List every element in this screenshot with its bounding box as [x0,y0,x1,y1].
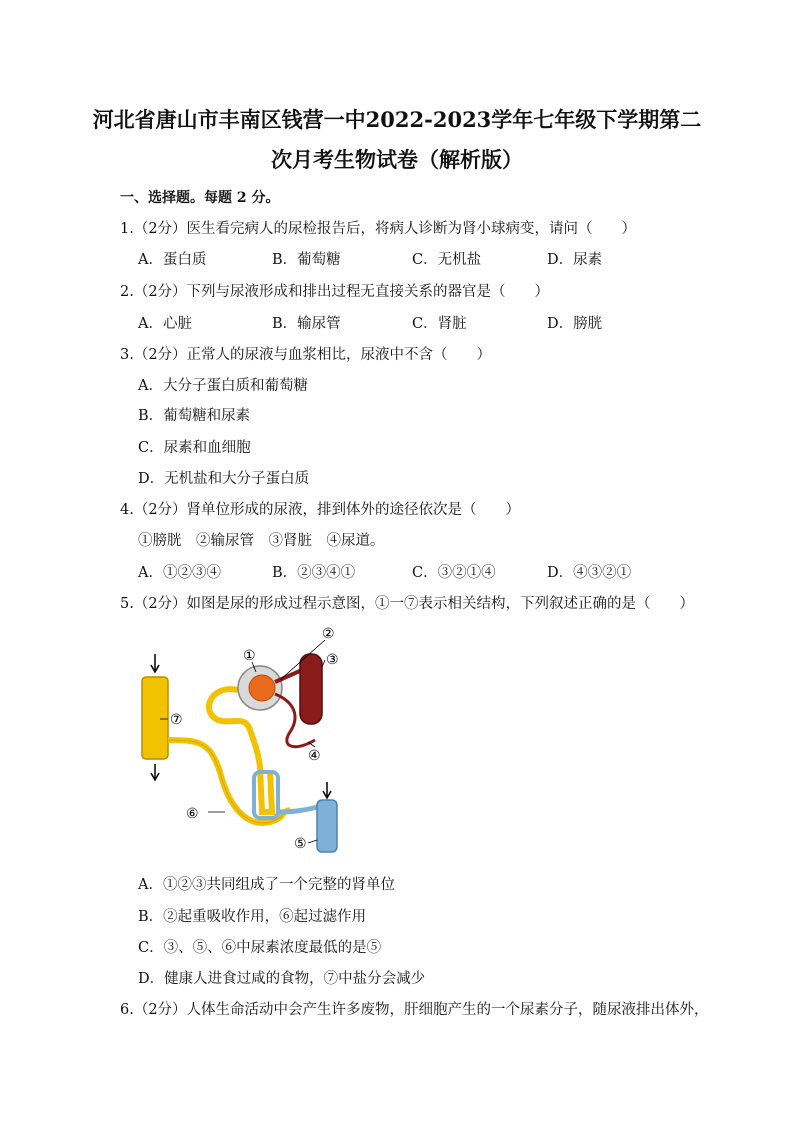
question-2-option-b: B．输尿管 [272,316,341,332]
question-5-option-c: C．③、⑤、⑥中尿素浓度最低的是⑤ [138,940,382,956]
urine-formation-diagram [130,622,430,862]
diagram-label-2: ② [322,626,335,642]
exam-title-line-2: 次月考生物试卷（解析版） [271,147,523,172]
question-5-option-a: A．①②③共同组成了一个完整的肾单位 [138,877,395,893]
question-4-option-d: D．④③②① [547,565,632,581]
question-4-option-c: C．③②①④ [412,565,496,581]
diagram-label-5: ⑤ [294,836,307,852]
question-4-option-b: B．②③④① [272,565,356,581]
diagram-label-4: ④ [308,748,321,764]
question-2-stem: 2.（2分）下列与尿液形成和排出过程无直接关系的器官是（ ） [120,284,550,300]
diagram-label-3: ③ [326,652,339,668]
section-heading: 一、选择题。每题 2 分。 [120,190,280,206]
exam-title-line-1: 河北省唐山市丰南区钱营一中2022-2023学年七年级下学期第二 [92,107,702,132]
question-5-option-b: B．②起重吸收作用，⑥起过滤作用 [138,909,367,925]
question-5-option-d: D．健康人进食过咸的食物，⑦中盐分会减少 [138,971,426,987]
question-3-option-c: C．尿素和血细胞 [138,440,251,456]
question-2-option-c: C．肾脏 [412,316,467,332]
question-3-stem: 3.（2分）正常人的尿液与血浆相比，尿液中不含（ ） [120,347,492,363]
question-1-option-d: D．尿素 [547,252,603,268]
question-1-option-c: C．无机盐 [412,252,482,268]
diagram-label-7: ⑦ [170,712,183,728]
question-1-stem: 1.（2分）医生看完病人的尿检报告后，将病人诊断为肾小球病变，请问（ ） [120,221,637,237]
question-2-option-d: D．膀胱 [547,316,603,332]
question-5-stem: 5.（2分）如图是尿的形成过程示意图，①一⑦表示相关结构，下列叙述正确的是（ ） [120,596,695,612]
question-1-option-a: A．蛋白质 [138,252,207,268]
question-2-option-a: A．心脏 [138,316,192,332]
question-3-option-d: D．无机盐和大分子蛋白质 [138,471,310,487]
question-4-option-a: A．①②③④ [138,565,221,581]
question-1-option-b: B．葡萄糖 [272,252,341,268]
diagram-label-1: ① [243,648,256,664]
diagram-label-6: ⑥ [186,806,199,822]
question-4-sub-items: ①膀胱 ②输尿管 ③肾脏 ④尿道。 [138,533,385,549]
question-4-stem: 4.（2分）肾单位形成的尿液，排到体外的途径依次是（ ） [120,502,521,518]
question-6-stem: 6.（2分）人体生命活动中会产生许多废物，肝细胞产生的一个尿素分子，随尿液排出体外， [120,1002,709,1018]
question-3-option-a: A．大分子蛋白质和葡萄糖 [138,378,308,394]
question-3-option-b: B．葡萄糖和尿素 [138,408,251,424]
